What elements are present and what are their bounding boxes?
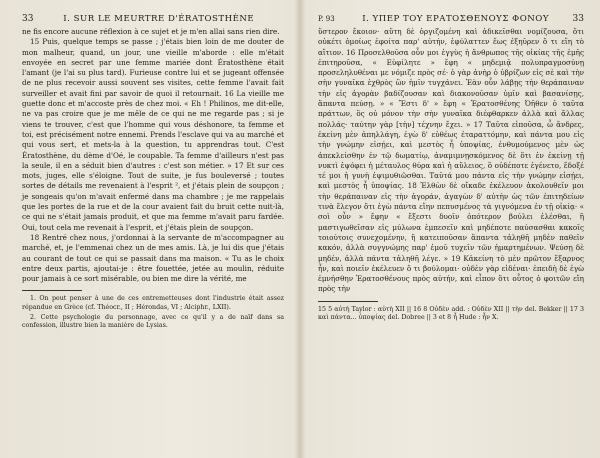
footnote-2: 2. Cette psychologie du personnage, avec ce qu'il y a de naïf dans sa confession, illustre bien la manière de Lysias. [22,313,284,330]
right-paragraph-1: ὕστερον ἔκοιον· αὕτη δὲ ὀργιζομένη καὶ ἀδικεῖσθαι νομίζουσα, ὅτι οὐκέτι ὁμοίως ἐφοίτα παρ' αὐτήν, ἐφύλαττεν ἕως ἐξηῦρεν ὅ τι εἴη τὸ αἴτιον. 16 Προσελθοῦσα οὖν μοι ἐγγὺς ἡ ἄνθρωπος τῆς οἰκίας τῆς ἐμῆς ἐπιτηροῦσα, « Εὐφίλητε » ἔφη « μηδεμιᾷ πολυπραγμοσύνῃ προσεληλυθέναι με νόμιζε πρὸς σέ· ὁ γὰρ ἀνὴρ ὁ ὑβρίζων εἰς σὲ καὶ τὴν σὴν γυναῖκα ἐχθρὸς ὢν ἡμῖν τυγχάνει. Ἐὰν οὖν λάβῃς τὴν θεράπαιναν τὴν εἰς ἀγορὰν βαδίζουσαν καὶ διακονοῦσαν ὑμῖν καὶ βασανίσῃς, ἅπαντα πεύσῃ. » « Ἔστι δ' » ἔφη « Ἐρατοσθένης Ὀῆθεν ὁ ταῦτα πράττων, ὃς οὐ μόνον τὴν σὴν γυναῖκα διέφθαρκεν ἀλλὰ καὶ ἄλλας πολλάς· ταύτην γὰρ [τὴν] τέχνην ἔχει. » 17 Ταῦτα εἰποῦσα, ὦ ἄνδρες, ἐκείνη μὲν ἀπηλλάγη, ἐγὼ δ' εὐθέως ἐταραττόμην, καὶ πάντα μου εἰς τὴν γνώμην εἰσῄει, καὶ μεστὸς ἦ ὑποψίας, ἐνθυμούμενος μὲν ὡς ἀπεκλείσθην ἐν τῷ δωματίῳ, ἀναμιμνῃσκόμενος δὲ ὅτι ἐν ἐκείνῃ τῇ νυκτὶ ἐψόφει ἡ μέταυλος θύρα καὶ ἡ αὔλειος, ὃ οὐδέποτε ἐγένετο, ἔδοξέ τέ μοι ἡ γυνὴ ἐψιμυθιῶσθαι. Ταῦτά μου πάντα εἰς τὴν γνώμην εἰσῄει, καὶ μεστὸς ἦ ὑποψίας. 18 Ἐλθὼν δὲ οἴκαδε ἐκέλευον ἀκολουθεῖν μοι τὴν θεράπαιναν εἰς τὴν ἀγοράν, ἀγαγὼν δ' αὐτὴν ὡς τῶν ἐπιτηδείων τινὰ ἔλεγον ὅτι ἐγὼ πάντα εἴην πεπυσμένος τὰ γιγνόμενα ἐν τῇ οἰκίᾳ· « σοὶ οὖν » ἔφην « ἔξεστι δυοῖν ὁπότερον βούλει ἑλέσθαι, ἢ μαστιγωθεῖσαν εἰς μύλωνα ἐμπεσεῖν καὶ μηδέποτε παύσασθαι κακοῖς τοιούτοις συνεχομένην, ἢ κατειποῦσαν ἅπαντα τἀληθῆ μηδὲν παθεῖν κακόν, ἀλλὰ συγγνώμης παρ' ἐμοῦ τυχεῖν τῶν ἡμαρτημένων. Ψεύσῃ δὲ μηδέν, ἀλλὰ πάντα τἀληθῆ λέγε. » 19 Κἀκείνη τὸ μὲν πρῶτον ἔξαρνος ἦν, καὶ ποιεῖν ἐκέλευεν ὅ τι βούλομαι· οὐδὲν γὰρ εἰδέναι· ἐπειδὴ δὲ ἐγὼ ἐμνήσθην Ἐρατοσθένους πρὸς αὐτήν, καὶ εἶπον ὅτι οὗτος ὁ φοιτῶν εἴη πρὸς τὴν [318,27,584,294]
left-body-text [22,27,284,284]
left-running-title: I. SUR LE MEURTRE D'ÉRATOSTHÈNE [63,14,255,24]
right-running-title: I. ΥΠΕΡ ΤΟΥ ΕΡΑΤΟΣΘΕΝΟΥΣ ΦΟΝΟΥ [362,14,549,24]
critical-apparatus: 15 5 αὐτὴ Taylor : αὐτὴ XII || 16 8 Οὐδὲν add. : Οὐδὲν XII || τὴν del. Bekker || 17 3 καὶ πάντα... ὑποψίας del. Dobree || 3 et 8 ἦ Hude : ἦν X. [318,305,584,322]
right-body-text [318,27,584,295]
left-running-head [22,14,284,25]
left-footnotes [22,295,284,330]
footnote-1: 1. On peut penser à une de ces entremetteuses dont l'industrie était assez répandue en Grèce (cf. Théocr., II ; Hérondas, VI ; Alciphr., LXII). [22,295,284,312]
footnote-rule [22,290,82,291]
left-paragraph-3: 18 Rentré chez nous, j'ordonnai à la servante de m'accompagner au marché, et, je l'emmenai chez un de mes amis. Là, je lui dis que j'étais au courant de tout ce qui se passait dans ma maison. « Tu as le choix entre deux partis, ajoutai-je : être fouettée, jetée au moulin, réduite pour jamais à ce sort misérable, ou bien me dire la vérité, me [22,232,284,284]
apparatus-rule [318,301,378,302]
left-page [0,0,298,458]
right-page-number: 33 [572,14,584,24]
left-paragraph-1: ne fis encore aucune réflexion à ce sujet et je m'en allai sans rien dire. [22,27,280,36]
left-page-number: 33 [22,14,34,24]
left-paragraph-2: 15 Puis, quelque temps se passe ; j'étais bien loin de me douter de mon malheur, quand, un jour, une vieille m'aborde : elle m'était envoyée en secret par une femme mariée dont Ératosthène était l'amant (je l'ai su plus tard). Furieuse contre lui et se jugeant offensée de ne plus recevoir aussi souvent ses visites, cette femme l'avait fait surveiller et avait fini par savoir de quoi il retournait. 16 La vieille me guette donc et m'accoste près de chez moi. « Eh ! Philinos, me dit-elle, ne va pas croire que je me mêle de ce qui ne me regarde pas ; si je viens te trouver, c'est que l'homme qui vous déshonore, ta femme et toi, est précisément notre ennemi. Prends l'esclave qui va au marché et qui vous sert, et mets-la à la question, tu apprendras tout. C'est Ératosthène, du dème d'Oé, le coupable. Ta femme d'ailleurs n'est pas la seule, il en a séduit bien d'autres : c'est son métier. » 17 Et sur ces mots, juges, elle s'éloigne. Tout de suite, je fus bouleversé ; toutes sortes de détails me revenaient à l'esprit ², et j'étais plein de soupçon ; je songeais qu'on m'avait enfermé dans ma chambre ; je me rappelais que les portes de la rue et de la cour avaient fait du bruit cette nuit-là, ce qui ne s'était jamais produit, et que ma femme m'avait paru fardée. Oui, tout cela me revenait à l'esprit, et j'étais plein de soupçon. [22,37,284,232]
right-page [302,0,600,458]
right-margin-mark: P. 93 [318,15,335,23]
right-running-head [318,14,584,25]
